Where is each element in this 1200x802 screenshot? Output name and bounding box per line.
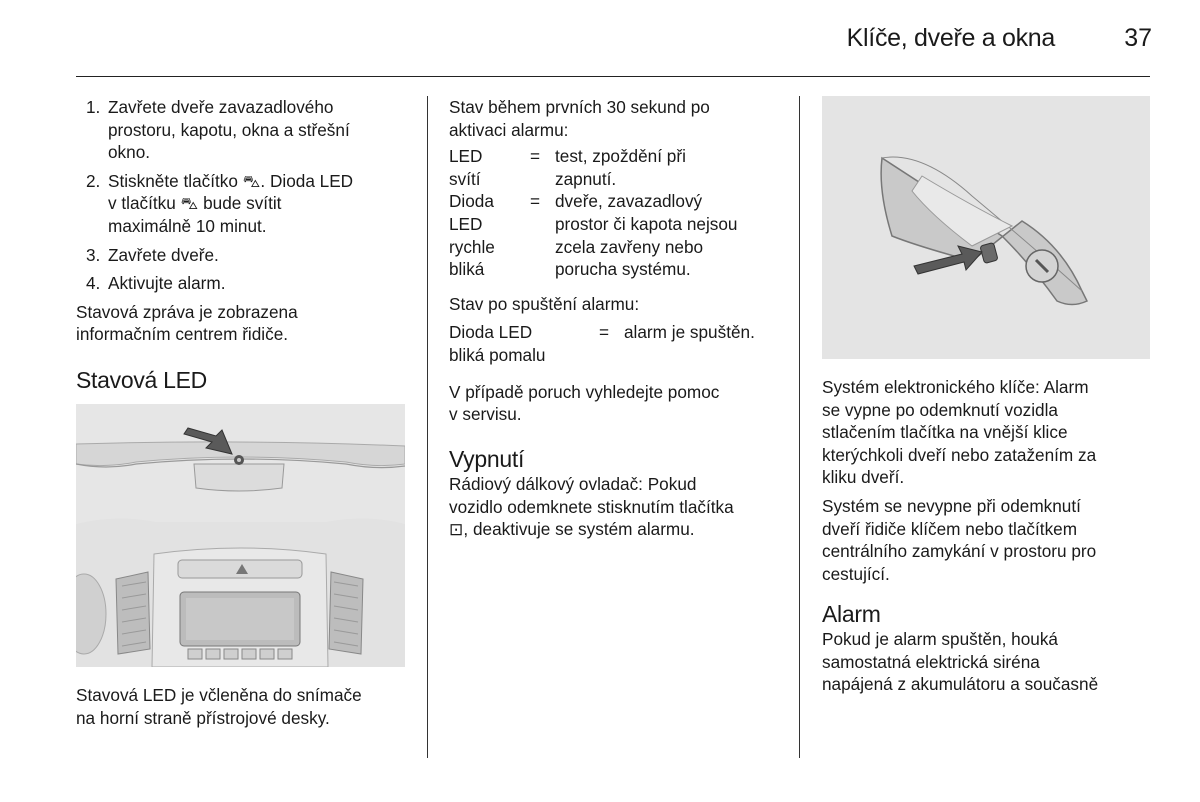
paragraph-line: V případě poruch vyhledejte pomoc [449,381,720,402]
step-number: 1. [86,97,101,117]
desc-line: zapnutí. [555,168,617,189]
step-line: Zavřete dveře zavazadlového [108,97,334,117]
paragraph-line: informačním centrem řidiče. [76,324,289,345]
paragraph-line: stlačením tlačítka na vnější klice [822,422,1068,443]
alarm-paragraph [822,628,1162,696]
column-1 [76,96,416,346]
paragraph-line: dveří řidiče klíčem nebo tlačítkem [822,518,1078,539]
desc-line: test, zpoždění při [555,146,686,167]
equals-sign: = [599,322,610,343]
step-number: 4. [86,273,101,294]
paragraph-line: napájená z akumulátoru a současně [822,674,1099,695]
column-divider-1 [427,96,428,758]
after-trigger-table [449,321,755,366]
fault-paragraph [449,381,789,426]
paragraph-line: v servisu. [449,404,522,425]
paragraph-line: kliku dveří. [822,467,905,488]
list-item [76,170,416,238]
caption-line: na horní straně přístrojové desky. [76,707,330,728]
step-line: prostoru, kapotu, okna a střešní [108,119,350,140]
desc-cell [555,190,737,280]
paragraph-line: Stavová zpráva je zobrazena [76,301,298,322]
electronic-key-paragraph [822,376,1162,489]
step-number: 3. [86,244,101,265]
term-line: LED [449,213,483,234]
desc-cell [555,145,737,190]
paragraph-line: Systém se nevypne při odemknutí [822,495,1081,516]
term-line: Dioda [449,191,494,212]
list-item [76,244,416,267]
paragraph-line: cestující. [822,563,890,584]
term-line: bliká [449,259,485,280]
paragraph-line: ⊡, deaktivuje se systém alarmu. [449,519,695,540]
term-cell [449,321,599,366]
figure-caption-led [76,684,416,729]
paragraph-line: Systém elektronického klíče: Alarm [822,377,1089,397]
desc-line: prostor či kapota nejsou [555,213,738,234]
list-item [76,272,416,295]
status-message-paragraph [76,301,416,346]
step-line: maximálně 10 minut. [108,215,267,236]
no-disarm-paragraph [822,495,1162,585]
term-cell [449,190,530,280]
heading-alarm: Alarm [822,601,881,627]
heading-disarm: Vypnutí [449,446,525,472]
disarm-paragraph [449,473,794,541]
page-number: 37 [1124,24,1152,52]
paragraph-line: Rádiový dálkový ovladač: Pokud [449,474,697,494]
equals-sign: = [530,191,541,212]
desc-line: zcela zavřeny nebo [555,236,704,257]
paragraph-line: Pokud je alarm spuštěn, houká [822,629,1058,649]
dashboard-drawing [76,404,405,667]
desc-line: dveře, zavazadlový [555,191,703,212]
door-handle-drawing [822,96,1150,359]
term-line: svítí [449,168,481,189]
term-line: LED [449,146,483,167]
after-trigger-label: Stav po spuštění alarmu: [449,293,640,314]
paragraph-line: samostatná elektrická siréna [822,651,1040,672]
table-row [449,321,755,366]
intro-paragraph [449,96,789,141]
paragraph-line: centrálního zamykání v prostoru pro [822,541,1097,562]
paragraph-line: kterýchkoli dveří nebo zatažením za [822,444,1097,465]
heading-status-led: Stavová LED [76,367,207,393]
paragraph-line: Stav během prvních 30 sekund po [449,97,710,117]
paragraph-line: vozidlo odemknete stisknutím tlačítka [449,496,734,517]
step-line: Aktivujte alarm. [108,273,226,294]
step-number: 2. [86,170,101,191]
term-cell [449,145,530,190]
equals-sign: = [530,146,541,167]
desc-line: porucha systému. [555,259,691,280]
column-2 [449,96,789,426]
table-row [449,190,737,280]
list-item [76,96,416,164]
column-3-text [822,376,1162,585]
table-row [449,145,737,190]
column-divider-2 [799,96,800,758]
caption-line: Stavová LED je včleněna do snímače [76,685,362,705]
step-line: Stiskněte tlačítko ⛍. Dioda LED [108,170,354,191]
paragraph-line: se vypne po odemknutí vozidla [822,399,1058,420]
step-line: v tlačítku ⛍ bude svítit [108,193,282,214]
status-definition-table [449,145,737,281]
step-line: okno. [108,142,151,163]
dashboard-illustration [76,404,405,667]
term-line: bliká pomalu [449,344,546,365]
header-rule [76,76,1150,77]
steps-list [76,96,416,295]
desc-cell: alarm je spuštěn. [624,322,755,343]
door-handle-illustration [822,96,1150,359]
term-line: Dioda LED [449,322,533,343]
paragraph-line: aktivaci alarmu: [449,119,569,140]
term-line: rychle [449,236,495,257]
running-header-title: Klíče, dveře a okna [846,24,1055,52]
step-line: Zavřete dveře. [108,244,219,265]
